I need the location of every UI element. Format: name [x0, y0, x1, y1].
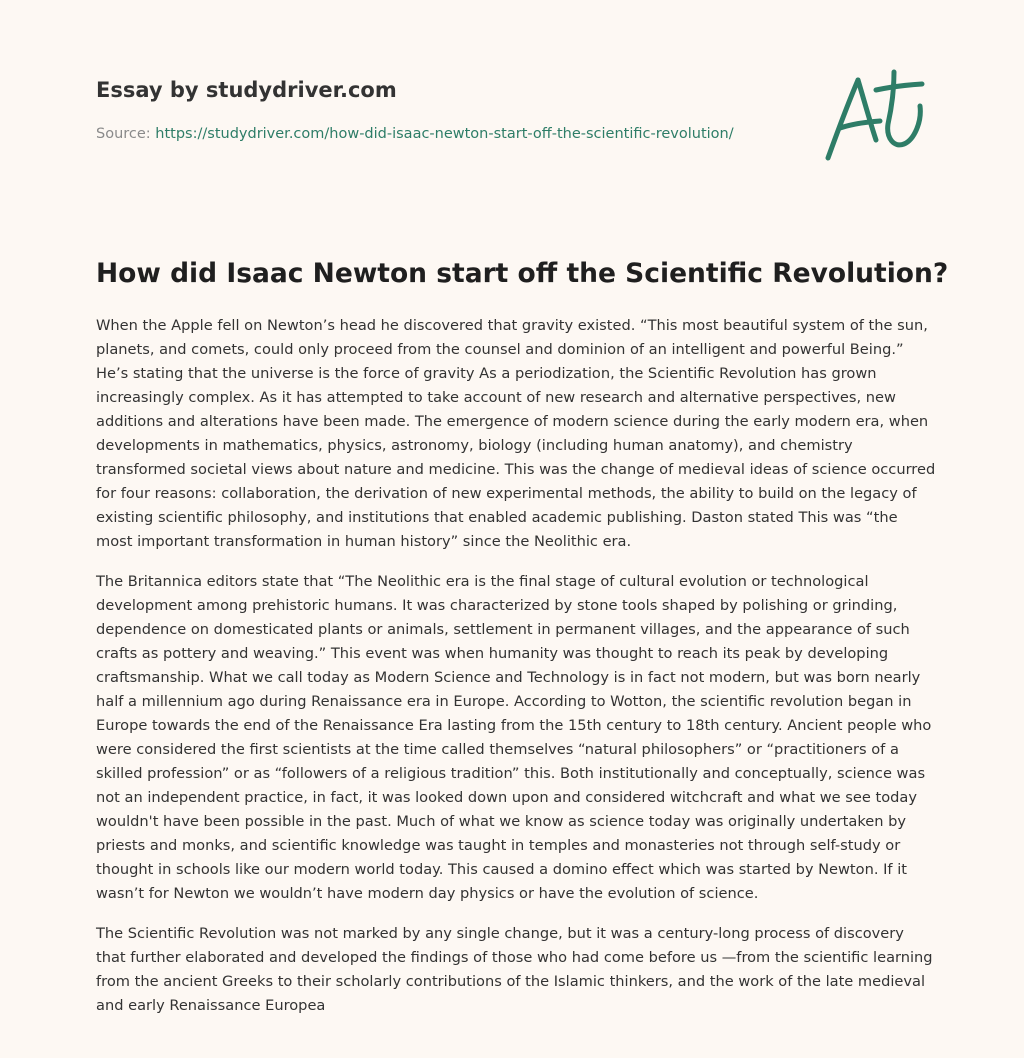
essay-paragraph: When the Apple fell on Newton’s head he discovered that gravity existed. “This most beautiful system of the sun, planets, and comets, could only proceed from the counsel and dominion of an intelligent and powerful Being.” He’s stating that the universe is the force of gravity As a periodization, the Scientific Revolution has grown increasingly complex. As it has attempted to take account of new research and alternative perspectives, new additions and alterations have been made. The emergence of modern science during the early modern era, when developments in mathematics, physics, astronomy, biology (including human anatomy), and chemistry transformed societal views about nature and medicine. This was the change of medieval ideas of science occurred for four reasons: collaboration, the derivation of new experimental methods, the ability to build on the legacy of existing scientific philosophy, and institutions that enabled academic publishing. Daston stated This was “the most important transformation in human history” since the Neolithic era.: [96, 317, 936, 550]
source-label: Source:: [96, 126, 156, 142]
source-line: [96, 124, 796, 144]
source-link[interactable]: https://studydriver.com/how-did-isaac-newton-start-off-the-scientific-revolution/: [155, 126, 734, 142]
a-plus-logo: [818, 66, 930, 166]
page-header: [96, 76, 796, 144]
a-plus-logo-graphic: [818, 66, 930, 166]
essay-paragraph: The Scientific Revolution was not marked by any single change, but it was a century-long process of discovery that further elaborated and developed the findings of those who had come before us —from the scientific learning from the ancient Greeks to their scholarly contributions of the Islamic thinkers, and the work of the late medieval and early Renaissance Europea: [96, 925, 933, 1014]
site-brand: Essay by studydriver.com: [96, 78, 397, 102]
essay-paragraph: The Britannica editors state that “The Neolithic era is the final stage of cultural evolution or technological development among prehistoric humans. It was characterized by stone tools shaped by polishing or grinding, dependence on domesticated plants or animals, settlement in permanent villages, and the appearance of such crafts as pottery and weaving.” This event was when humanity was thought to reach its peak by developing craftsmanship. What we call today as Modern Science and Technology is in fact not modern, but was born nearly half a millennium ago during Renaissance era in Europe. According to Wotton, the scientific revolution began in Europe towards the end of the Renaissance Era lasting from the 15th century to 18th century. Ancient people who were considered the first scientists at the time called themselves “natural philosophers” or “practitioners of a skilled profession” or as “followers of a religious tradition” this. Both institutionally and conceptually, science was not an independent practice, in fact, it was looked down upon and considered witchcraft and what we see today wouldn't have been possible in the past. Much of what we know as science today was originally undertaken by priests and monks, and scientific knowledge was taught in temples and monasteries not through self-study or thought in schools like our modern world today. This caused a domino effect which was started by Newton. If it wasn’t for Newton we wouldn’t have modern day physics or have the evolution of science.: [96, 573, 932, 902]
essay-title: How did Isaac Newton start off the Scientific Revolution?: [96, 258, 949, 289]
essay-body: [96, 314, 938, 1034]
